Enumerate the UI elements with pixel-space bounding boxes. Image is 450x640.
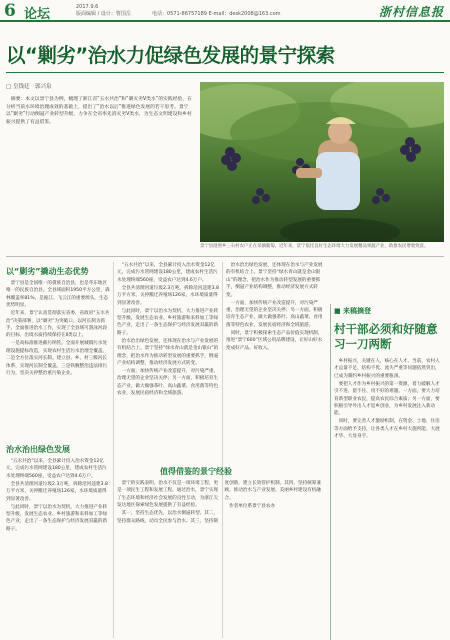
column-1 bbox=[6, 280, 110, 438]
paragraph: 景宁县是全国唯一的畲族自治县，也是华东地区唯一的民族自治县。全县域面积1950平方公里，森林覆盖率81%，是瓯江、飞云江的重要源头，生态优势明显。 bbox=[6, 281, 110, 309]
paragraph: “五水共治”以来，全县累计投入治水资金12亿元，完成污水管网建设180公里，建成农村生活污水处理终端560座，受益农户达到4.6万户。 bbox=[6, 459, 107, 479]
paragraph: 景宁的实践表明，治水不仅是一项环境工程，更是一项民生工程和发展工程。通过治水，景宁实现了生态环境和经济社会发展的良性互动，为浙江欠发达地区探索绿色发展提供了有益经验。 bbox=[117, 481, 219, 509]
intro-paragraph: 摘要：本文以景宁县为例，梳理了浙江省“五水共治”和“剿灭劣V类水”的实践经验，在分析当前水环境治理成效的基础上，提出了“治水以后”推进绿色发展的若干思考。景宁以“剿劣”行动倒逼产业转型升级，力争在全省率先消灭劣V类水，为生态文明建设和乡村振兴提供了有益借鉴。 bbox=[6, 97, 192, 125]
page-number: 6 bbox=[4, 1, 16, 21]
paragraph: 治水治出绿色发展，还体现在治水与产业发展的有机结合上。景宁坚持“绿水青山就是金山银山”的理念，把治水作为推动转型发展的重要抓手，倒逼产业结构调整，推动经济发展方式转变。 bbox=[226, 263, 323, 298]
paper-logo: 浙村信息报 bbox=[378, 5, 444, 19]
paragraph: 全县共清理河道垃圾2.3万吨，拆除沿河违建3.8万平方米，关停搬迁养殖场126家，水环境质量得到显著改善。 bbox=[6, 481, 108, 502]
paragraph: 要把人才作为乡村振兴的第一资源，着力破解人才引不进、留不住、用不好的难题。一方面，要大力培育新型职业农民，提高农民综合素质；另一方面，要积极引导外出人才返乡创业，为乡村发展注入新动能。 bbox=[334, 381, 440, 417]
photo-caption: 景宁县澄照乡三石村农户正在采摘葡萄。近年来，景宁依托良好生态环境大力发展精品果蔬产业，助推农民增收致富。 bbox=[200, 244, 429, 249]
headline: 以“剿劣”治水力促绿色发展的景宁探索 bbox=[6, 44, 335, 67]
paragraph: 全县共清理河道垃圾2.3万吨，拆除沿河违建3.8万平方米，关停搬迁养殖场126家，水环境质量得到显著改善。 bbox=[117, 285, 219, 306]
subheading-3: 值得借鉴的景宁经验 bbox=[160, 467, 232, 476]
vineyard-photo bbox=[200, 82, 444, 242]
paragraph: 与此同时，景宁以治水为契机，大力推进产业转型升级，发展生态农业、乡村旅游和来料加工等绿色产业，走出了一条生态保护与经济发展双赢的新路子。 bbox=[117, 308, 219, 336]
issue-date: 2017.9.6 bbox=[76, 4, 99, 10]
masthead-meta bbox=[76, 4, 131, 17]
section-name: 论坛 bbox=[24, 7, 51, 22]
sidebar-title: 村干部必须和好随意习一刀两断 bbox=[334, 322, 438, 351]
paragraph: 治水治出绿色发展，还体现在治水与产业发展的有机结合上。景宁坚持“绿水青山就是金山银山”的理念，把治水作为推动转型发展的重要抓手，倒逼产业结构调整，推动经济发展方式转变。 bbox=[117, 338, 219, 367]
headline-rule bbox=[6, 72, 444, 73]
paragraph: “五水共治”以来，全县累计投入治水资金12亿元，完成污水管网建设180公里，建成农村生活污水处理终端560座，受益农户达到4.6万户。 bbox=[117, 263, 218, 283]
vineyard-illustration bbox=[200, 82, 444, 242]
column-1b bbox=[6, 458, 110, 638]
sidebar-body bbox=[334, 358, 442, 638]
paragraph: 作者单位系景宁县农办 bbox=[229, 503, 276, 509]
subheading-1: 以“剿劣”撬动生态优势 bbox=[6, 267, 89, 276]
column-3 bbox=[226, 262, 326, 458]
byline: □ 皇钱廷 郭兴泉 bbox=[6, 84, 52, 90]
paragraph: 一方面，加快传统产业改造提升，对污染严重、治理无望的企业坚决关停；另一方面，积极培育生态产业，做大做强茶叶、高山蔬菜、食用菌等特色农业，发展民宿经济和全域旅游。 bbox=[226, 300, 323, 328]
paragraph: 同时，景宁积极探索生态产品价值实现机制，推进“景宁600”区域公用品牌建设，让好山好水变成好产品、好收入。 bbox=[226, 330, 323, 351]
sidebar-tag: ■ 来稿摘登 bbox=[334, 307, 372, 315]
contact-info bbox=[152, 10, 281, 17]
paragraph: 其一，坚持生态优先，以治水倒逼转型。其二，坚持群众路线，动员全民参与治水。其三，坚持制度创新，建立长效管护机制。其四，坚持统筹兼顾，推动治水与产业发展、美丽乡村建设有机融合。 bbox=[117, 481, 321, 524]
paragraph: 一方面，加快传统产业改造提升，对污染严重、治理无望的企业坚决关停；另一方面，积极培育生态产业，做大做强茶叶、高山蔬菜、食用菌等特色农业，发展民宿经济和全域旅游。 bbox=[117, 369, 219, 397]
paragraph: 一是高标准推进截污纳管。全面开展城镇污水处理设施提标改造，实现农村生活污水治理全覆盖。二是全方位落实河长制。建立县、乡、村三级河长体系，实现河长制全覆盖。三是铁腕整治违法排污行为，坚决关停整治重污染企业。 bbox=[6, 341, 108, 377]
column-3b bbox=[117, 480, 326, 638]
editor-credit: 版面编辑 / 设计：曹国岳 bbox=[76, 10, 131, 17]
section-divider bbox=[6, 256, 444, 257]
paragraph: 同时，要完善人才激励机制，在资金、土地、住房等方面给予支持，让各类人才在乡村大施所能、大展才华、大显身手。 bbox=[334, 419, 440, 440]
phone: 电话：0571-86757189 bbox=[152, 11, 207, 17]
column-rule bbox=[113, 262, 114, 638]
email: E-mail：desk2008@163.com bbox=[208, 11, 281, 17]
subheading-2: 治水治出绿色发展 bbox=[6, 445, 70, 454]
paragraph: 乡村振兴，关键在人，核心在人才。当前，农村人才总量不足、结构不优、流失严重等问题依然突出，已成为制约乡村振兴的重要瓶颈。 bbox=[334, 359, 440, 379]
paragraph: 与此同时，景宁以治水为契机，大力推进产业转型升级，发展生态农业、乡村旅游和来料加工等绿色产业，走出了一条生态保护与经济发展双赢的新路子。 bbox=[6, 504, 108, 532]
paragraph: 近年来，景宁认真贯彻落实省委、省政府“五水共治”决策部署，以“剿劣”为突破口，以河长制为抓手，全面推进治水工作，实现了全县域可游泳河段的目标，出境水质持续保持在Ⅱ类以上。 bbox=[6, 311, 110, 339]
masthead bbox=[0, 0, 450, 22]
